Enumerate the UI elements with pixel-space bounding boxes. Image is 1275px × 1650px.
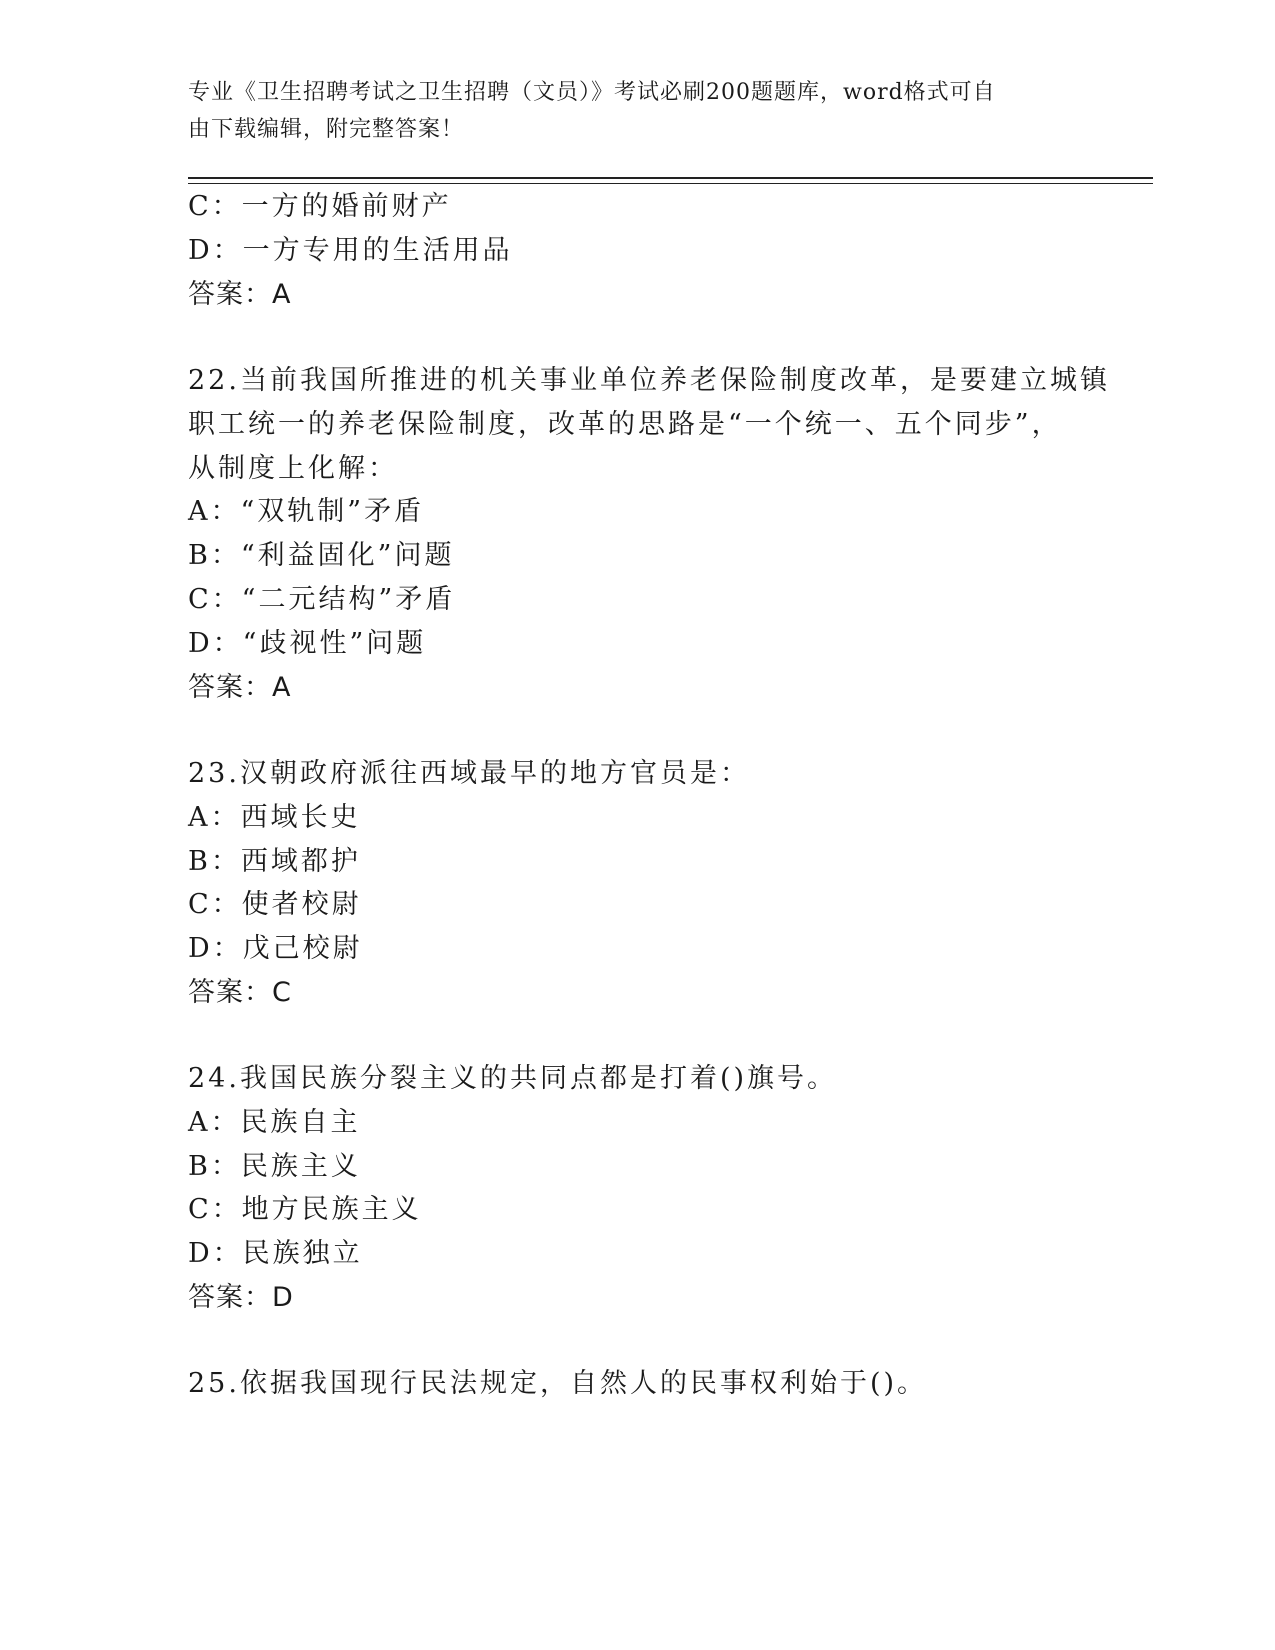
document-header — [188, 74, 1088, 148]
option-d: D：一方专用的生活用品 — [188, 235, 513, 266]
header-rule-thin — [188, 183, 1153, 184]
option-c: C：使者校尉 — [188, 889, 362, 920]
header-line-2: 由下载编辑，附完整答案！ — [188, 117, 465, 142]
answer: 答案：A — [188, 672, 292, 703]
question-stem: 23.汉朝政府派往西域最早的地方官员是： — [188, 758, 750, 789]
answer: 答案：D — [188, 1282, 294, 1313]
answer: 答案：A — [188, 279, 292, 310]
question-stem-line-1: 22.当前我国所推进的机关事业单位养老保险制度改革，是要建立城镇 — [188, 365, 1110, 396]
header-line-1: 专业《卫生招聘考试之卫生招聘（文员）》考试必刷200题题库，word格式可自 — [188, 80, 996, 105]
option-c: C：“二元结构”矛盾 — [188, 584, 456, 615]
question-stem: 24.我国民族分裂主义的共同点都是打着()旗号。 — [188, 1063, 838, 1094]
option-b: B：民族主义 — [188, 1151, 361, 1182]
option-a: A：民族自主 — [188, 1107, 361, 1138]
option-d: D：戊己校尉 — [188, 933, 363, 964]
question-stem-line-2: 职工统一的养老保险制度，改革的思路是“一个统一、五个同步”， — [188, 409, 1062, 440]
header-rule-thick — [188, 177, 1153, 179]
question-stem: 25.依据我国现行民法规定，自然人的民事权利始于()。 — [188, 1368, 928, 1399]
option-d: D：民族独立 — [188, 1238, 363, 1269]
option-c: C：地方民族主义 — [188, 1194, 422, 1225]
option-a: A：西域长史 — [188, 802, 361, 833]
option-a: A：“双轨制”矛盾 — [188, 496, 425, 527]
option-b: B：西域都护 — [188, 846, 361, 877]
question-stem-line-3: 从制度上化解： — [188, 453, 398, 484]
answer: 答案：C — [188, 977, 292, 1008]
option-b: B：“利益固化”问题 — [188, 540, 455, 571]
option-c: C：一方的婚前财产 — [188, 191, 452, 222]
option-d: D：“歧视性”问题 — [188, 628, 427, 659]
